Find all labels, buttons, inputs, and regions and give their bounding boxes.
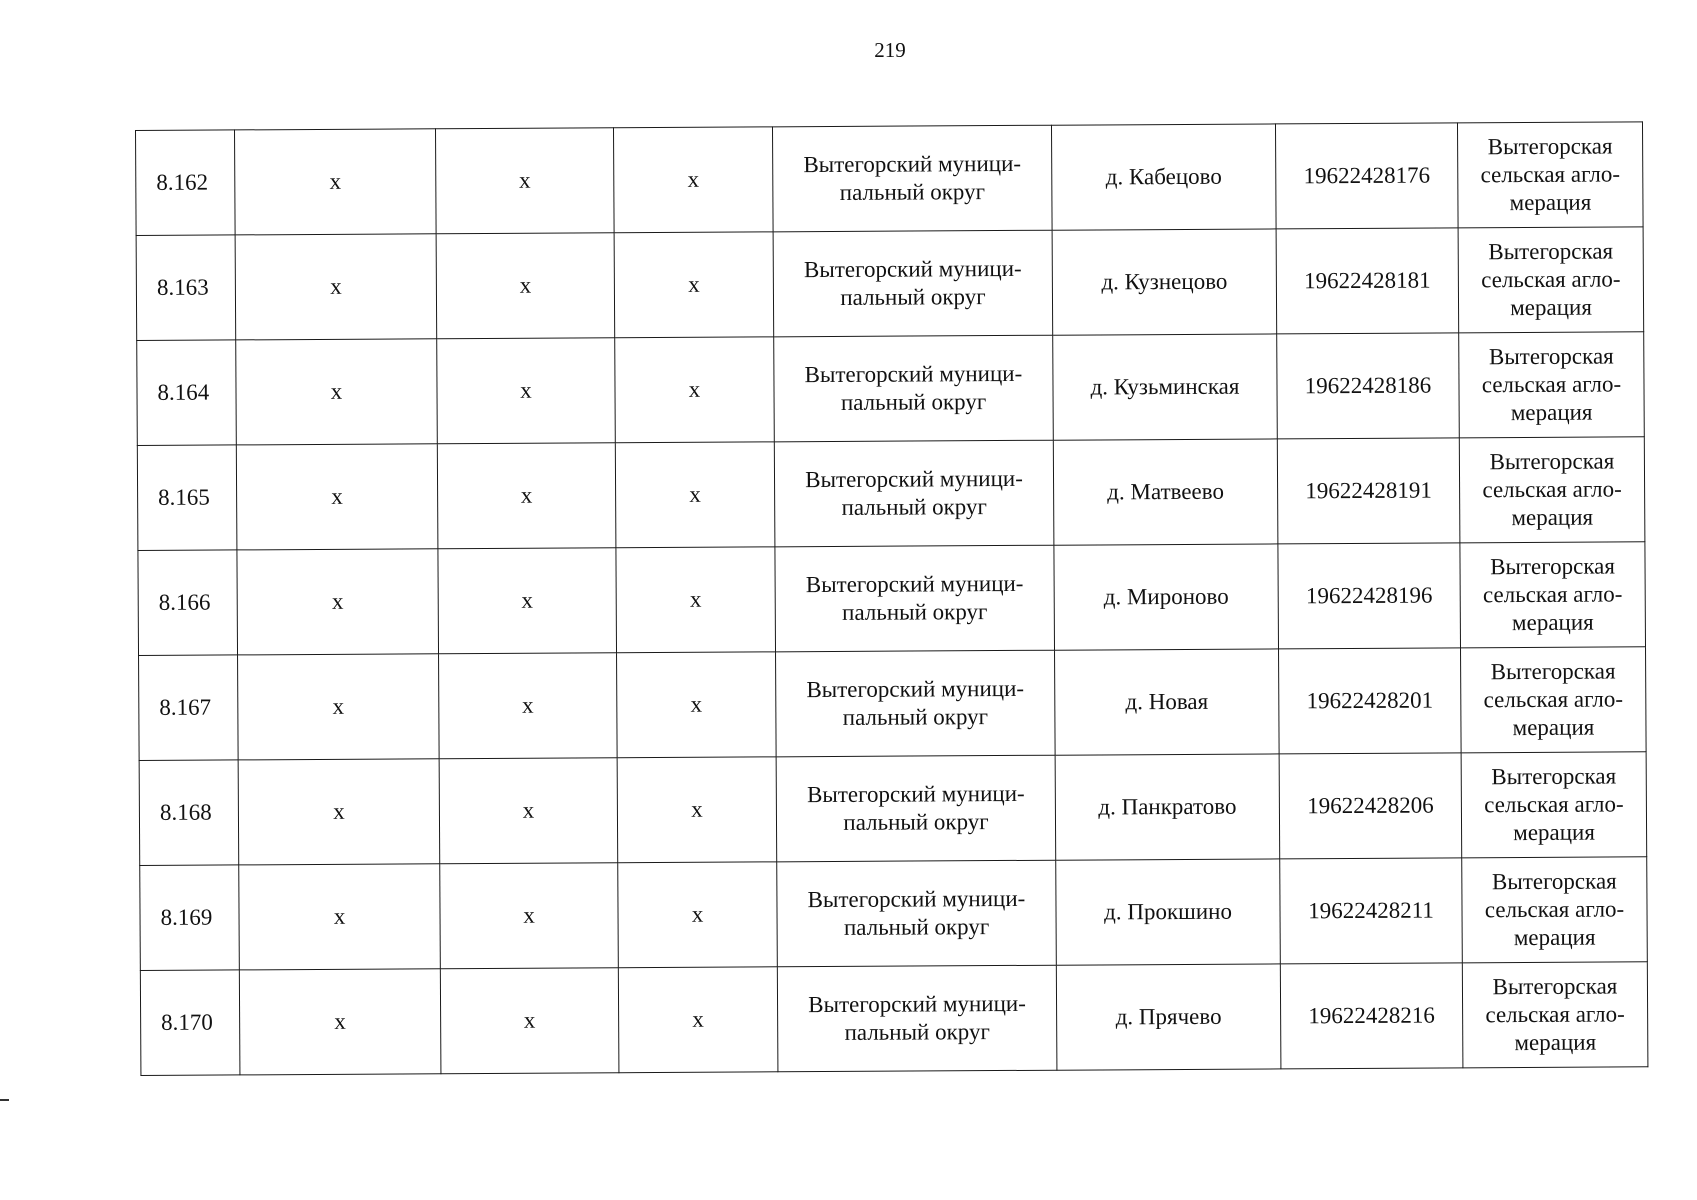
row-number-cell: 8.169 [140,865,240,971]
row-number-cell: 8.164 [137,340,237,446]
settlement-cell: д. Новая [1055,649,1280,755]
row-number-cell: 8.166 [138,550,238,656]
municipality-cell: Вытегорский муници- пальный округ [775,545,1055,652]
oktmo-code-cell: 19622428216 [1280,963,1463,1069]
municipality-cell: Вытегорский муници- пальный округ [772,125,1052,232]
municipality-cell: Вытегорский муници- пальный округ [773,230,1053,337]
table-row [140,857,1648,971]
x-cell-3: х [616,547,776,653]
municipality-cell: Вытегорский муници- пальный округ [777,860,1057,967]
x-cell-1: х [235,234,437,340]
table-row [136,122,1644,236]
oktmo-code-cell: 19622428176 [1275,123,1458,229]
agglomeration-cell: Вытегорская сельская агло- мерация [1458,227,1644,333]
row-number-cell: 8.167 [139,655,239,761]
row-number-cell: 8.165 [137,445,237,551]
table-row [137,437,1645,551]
x-cell-2: х [440,968,619,1074]
x-cell-3: х [615,337,775,443]
oktmo-code-cell: 19622428201 [1279,648,1462,754]
oktmo-code-cell: 19622428206 [1279,753,1462,859]
oktmo-code-cell: 19622428181 [1276,228,1459,334]
agglomeration-cell: Вытегорская сельская агло- мерация [1457,122,1643,228]
settlement-cell: д. Кузнецово [1052,229,1277,335]
table-row [140,962,1648,1076]
x-cell-2: х [436,233,615,339]
table-row [136,227,1644,341]
settlement-cell: д. Панкратово [1055,754,1280,860]
oktmo-code-cell: 19622428186 [1277,333,1460,439]
x-cell-2: х [439,653,618,759]
x-cell-2: х [439,758,618,864]
agglomeration-cell: Вытегорская сельская агло- мерация [1461,647,1647,753]
row-number-cell: 8.163 [136,235,236,341]
municipality-cell: Вытегорский муници- пальный округ [776,755,1056,862]
table-row [139,647,1647,761]
x-cell-1: х [239,969,441,1075]
settlement-cell: д. Матвеево [1053,439,1278,545]
margin-mark [0,1099,9,1101]
x-cell-1: х [236,339,438,445]
agglomeration-cell: Вытегорская сельская агло- мерация [1459,437,1645,543]
table-row [137,332,1645,446]
settlement-cell: д. Кузьминская [1053,334,1278,440]
oktmo-code-cell: 19622428191 [1277,438,1460,544]
x-cell-2: х [440,863,619,969]
settlement-cell: д. Мироново [1054,544,1279,650]
row-number-cell: 8.170 [140,970,240,1076]
settlements-table [135,121,1648,1076]
x-cell-1: х [239,864,441,970]
oktmo-code-cell: 19622428196 [1278,543,1461,649]
x-cell-2: х [438,548,617,654]
x-cell-2: х [437,338,616,444]
page-number: 219 [874,38,906,62]
settlement-cell: д. Кабецово [1051,124,1276,230]
x-cell-3: х [617,652,777,758]
municipality-cell: Вытегорский муници- пальный округ [777,965,1057,1072]
x-cell-1: х [236,444,438,550]
row-number-cell: 8.168 [139,760,239,866]
x-cell-3: х [618,862,778,968]
x-cell-1: х [235,129,437,235]
agglomeration-cell: Вытегорская сельская агло- мерация [1461,752,1647,858]
x-cell-3: х [613,127,773,233]
agglomeration-cell: Вытегорская сельская агло- мерация [1460,542,1646,648]
settlement-cell: д. Прокшино [1056,859,1281,965]
municipality-cell: Вытегорский муници- пальный округ [774,440,1054,547]
agglomeration-cell: Вытегорская сельская агло- мерация [1462,857,1648,963]
x-cell-2: х [435,128,614,234]
x-cell-1: х [238,654,440,760]
row-number-cell: 8.162 [136,130,236,236]
table-row [139,752,1647,866]
x-cell-3: х [617,757,777,863]
municipality-cell: Вытегорский муници- пальный округ [776,650,1056,757]
agglomeration-cell: Вытегорская сельская агло- мерация [1459,332,1645,438]
settlement-cell: д. Прячево [1056,964,1281,1070]
municipality-cell: Вытегорский муници- пальный округ [774,335,1054,442]
x-cell-3: х [614,232,774,338]
table-row [138,542,1646,656]
agglomeration-cell: Вытегорская сельская агло- мерация [1462,962,1648,1068]
x-cell-3: х [618,967,778,1073]
x-cell-2: х [437,443,616,549]
x-cell-1: х [237,549,439,655]
oktmo-code-cell: 19622428211 [1280,858,1463,964]
table-body [136,122,1648,1076]
x-cell-3: х [615,442,775,548]
x-cell-1: х [238,759,440,865]
